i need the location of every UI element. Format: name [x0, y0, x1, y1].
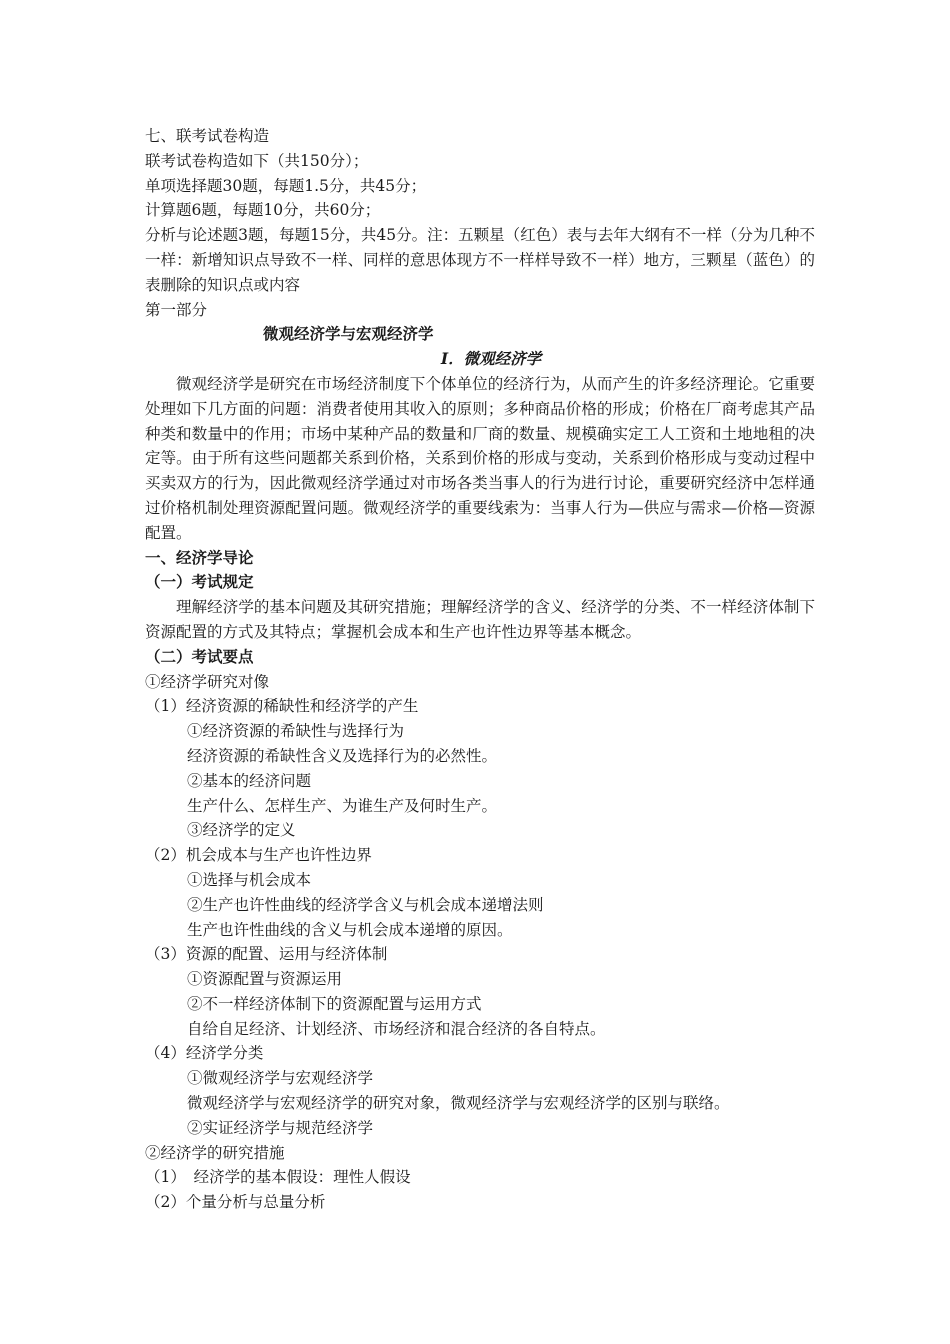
document-body [145, 124, 815, 1215]
outline-subitem: ①经济资源的希缺性与选择行为 [187, 722, 405, 741]
outline-item: （1）经济资源的稀缺性和经济学的产生 [145, 697, 419, 716]
outline-subitem: ③经济学的定义 [187, 821, 296, 840]
outline-description: 生产也许性曲线的含义与机会成本递增的原因。 [187, 920, 513, 939]
outline-description: 微观经济学与宏观经济学的研究对象，微观经济学与宏观经济学的区别与联络。 [187, 1094, 730, 1113]
micro-intro-paragraph: 微观经济学是研究在市场经济制度下个体单位的经济行为，从而产生的许多经济理论。它重要处理如下几方面的问题：消费者使用其收入的原则；多种商品价格的形成；价格在厂商考虑其产品种类和数量中的作用；市场中某种产品的数量和厂商的数量、规模确实定工人工资和土地地租的决定等。由于所有这些问题都关系到价格，关系到价格的形成与变动，关系到价格形成与变动过程中买卖双方的行为，因此微观经济学通过对市场各类当事人的行为进行讨论，重要研究经济中怎样通过价格机制处理资源配置问题。微观经济学的重要线索为：当事人行为—供应与需求—价格—资源配置。 [145, 374, 815, 542]
outline-subitem: ②不一样经济体制下的资源配置与运用方式 [187, 994, 482, 1013]
outline-item: （2）机会成本与生产也许性边界 [145, 846, 372, 865]
outline-item: ①经济学研究对像 [145, 672, 270, 691]
main-title: 微观经济学与宏观经济学 [263, 324, 434, 344]
single-choice-line: 单项选择题30题，每题1.5分，共45分； [145, 176, 427, 195]
outline-subitem: ②实证经济学与规范经济学 [187, 1118, 374, 1137]
part-label: 第一部分 [145, 300, 208, 319]
outline-item: ②经济学的研究措施 [145, 1143, 285, 1162]
outline-item: （3）资源的配置、运用与经济体制 [145, 945, 388, 964]
exam-requirements-paragraph: 理解经济学的基本问题及其研究措施；理解经济学的含义、经济学的分类、不一样经济体制下资源配置的方式及其特点；掌握机会成本和生产也许性边界等基本概念。 [145, 598, 815, 641]
analysis-note-paragraph: 分析与论述题3题，每题15分，共45分。注：五颗星（红色）表与去年大纲有不一样（分为几种不一样：新增知识点导致不一样、同样的意思体现方不一样样导致不一样）地方，三颗星（蓝色）的表删除的知识点或内容 [145, 226, 815, 294]
section-heading-exam-structure: 七、联考试卷构造 [145, 127, 270, 145]
exam-requirements-heading: （一）考试规定 [145, 572, 254, 592]
outline-item: （2）个量分析与总量分析 [145, 1193, 326, 1212]
outline-description: 生产什么、怎样生产、为谁生产及何时生产。 [187, 796, 498, 815]
outline-description: 自给自足经济、计划经济、市场经济和混合经济的各自特点。 [187, 1019, 606, 1038]
exam-points-heading: （二）考试要点 [145, 646, 254, 666]
outline-description: 经济资源的希缺性含义及选择行为的必然性。 [187, 746, 498, 765]
outline-subitem: ①资源配置与资源运用 [187, 970, 343, 989]
outline-item: （1） 经济学的基本假设：理性人假设 [145, 1168, 411, 1187]
outline-item: （4）经济学分类 [145, 1044, 264, 1063]
chapter-heading: 一、经济学导论 [145, 547, 254, 567]
calculation-line: 计算题6题，每题10分，共60分； [145, 201, 381, 220]
outline-subitem: ①微观经济学与宏观经济学 [187, 1069, 374, 1088]
outline-subitem: ②基本的经济问题 [187, 771, 312, 790]
outline-subitem: ①选择与机会成本 [187, 870, 312, 889]
outline-subitem: ②生产也许性曲线的经济学含义与机会成本递增法则 [187, 895, 544, 914]
exam-total-line: 联考试卷构造如下（共150分）； [145, 151, 369, 170]
sub-title: Ⅰ．微观经济学 [440, 349, 542, 369]
